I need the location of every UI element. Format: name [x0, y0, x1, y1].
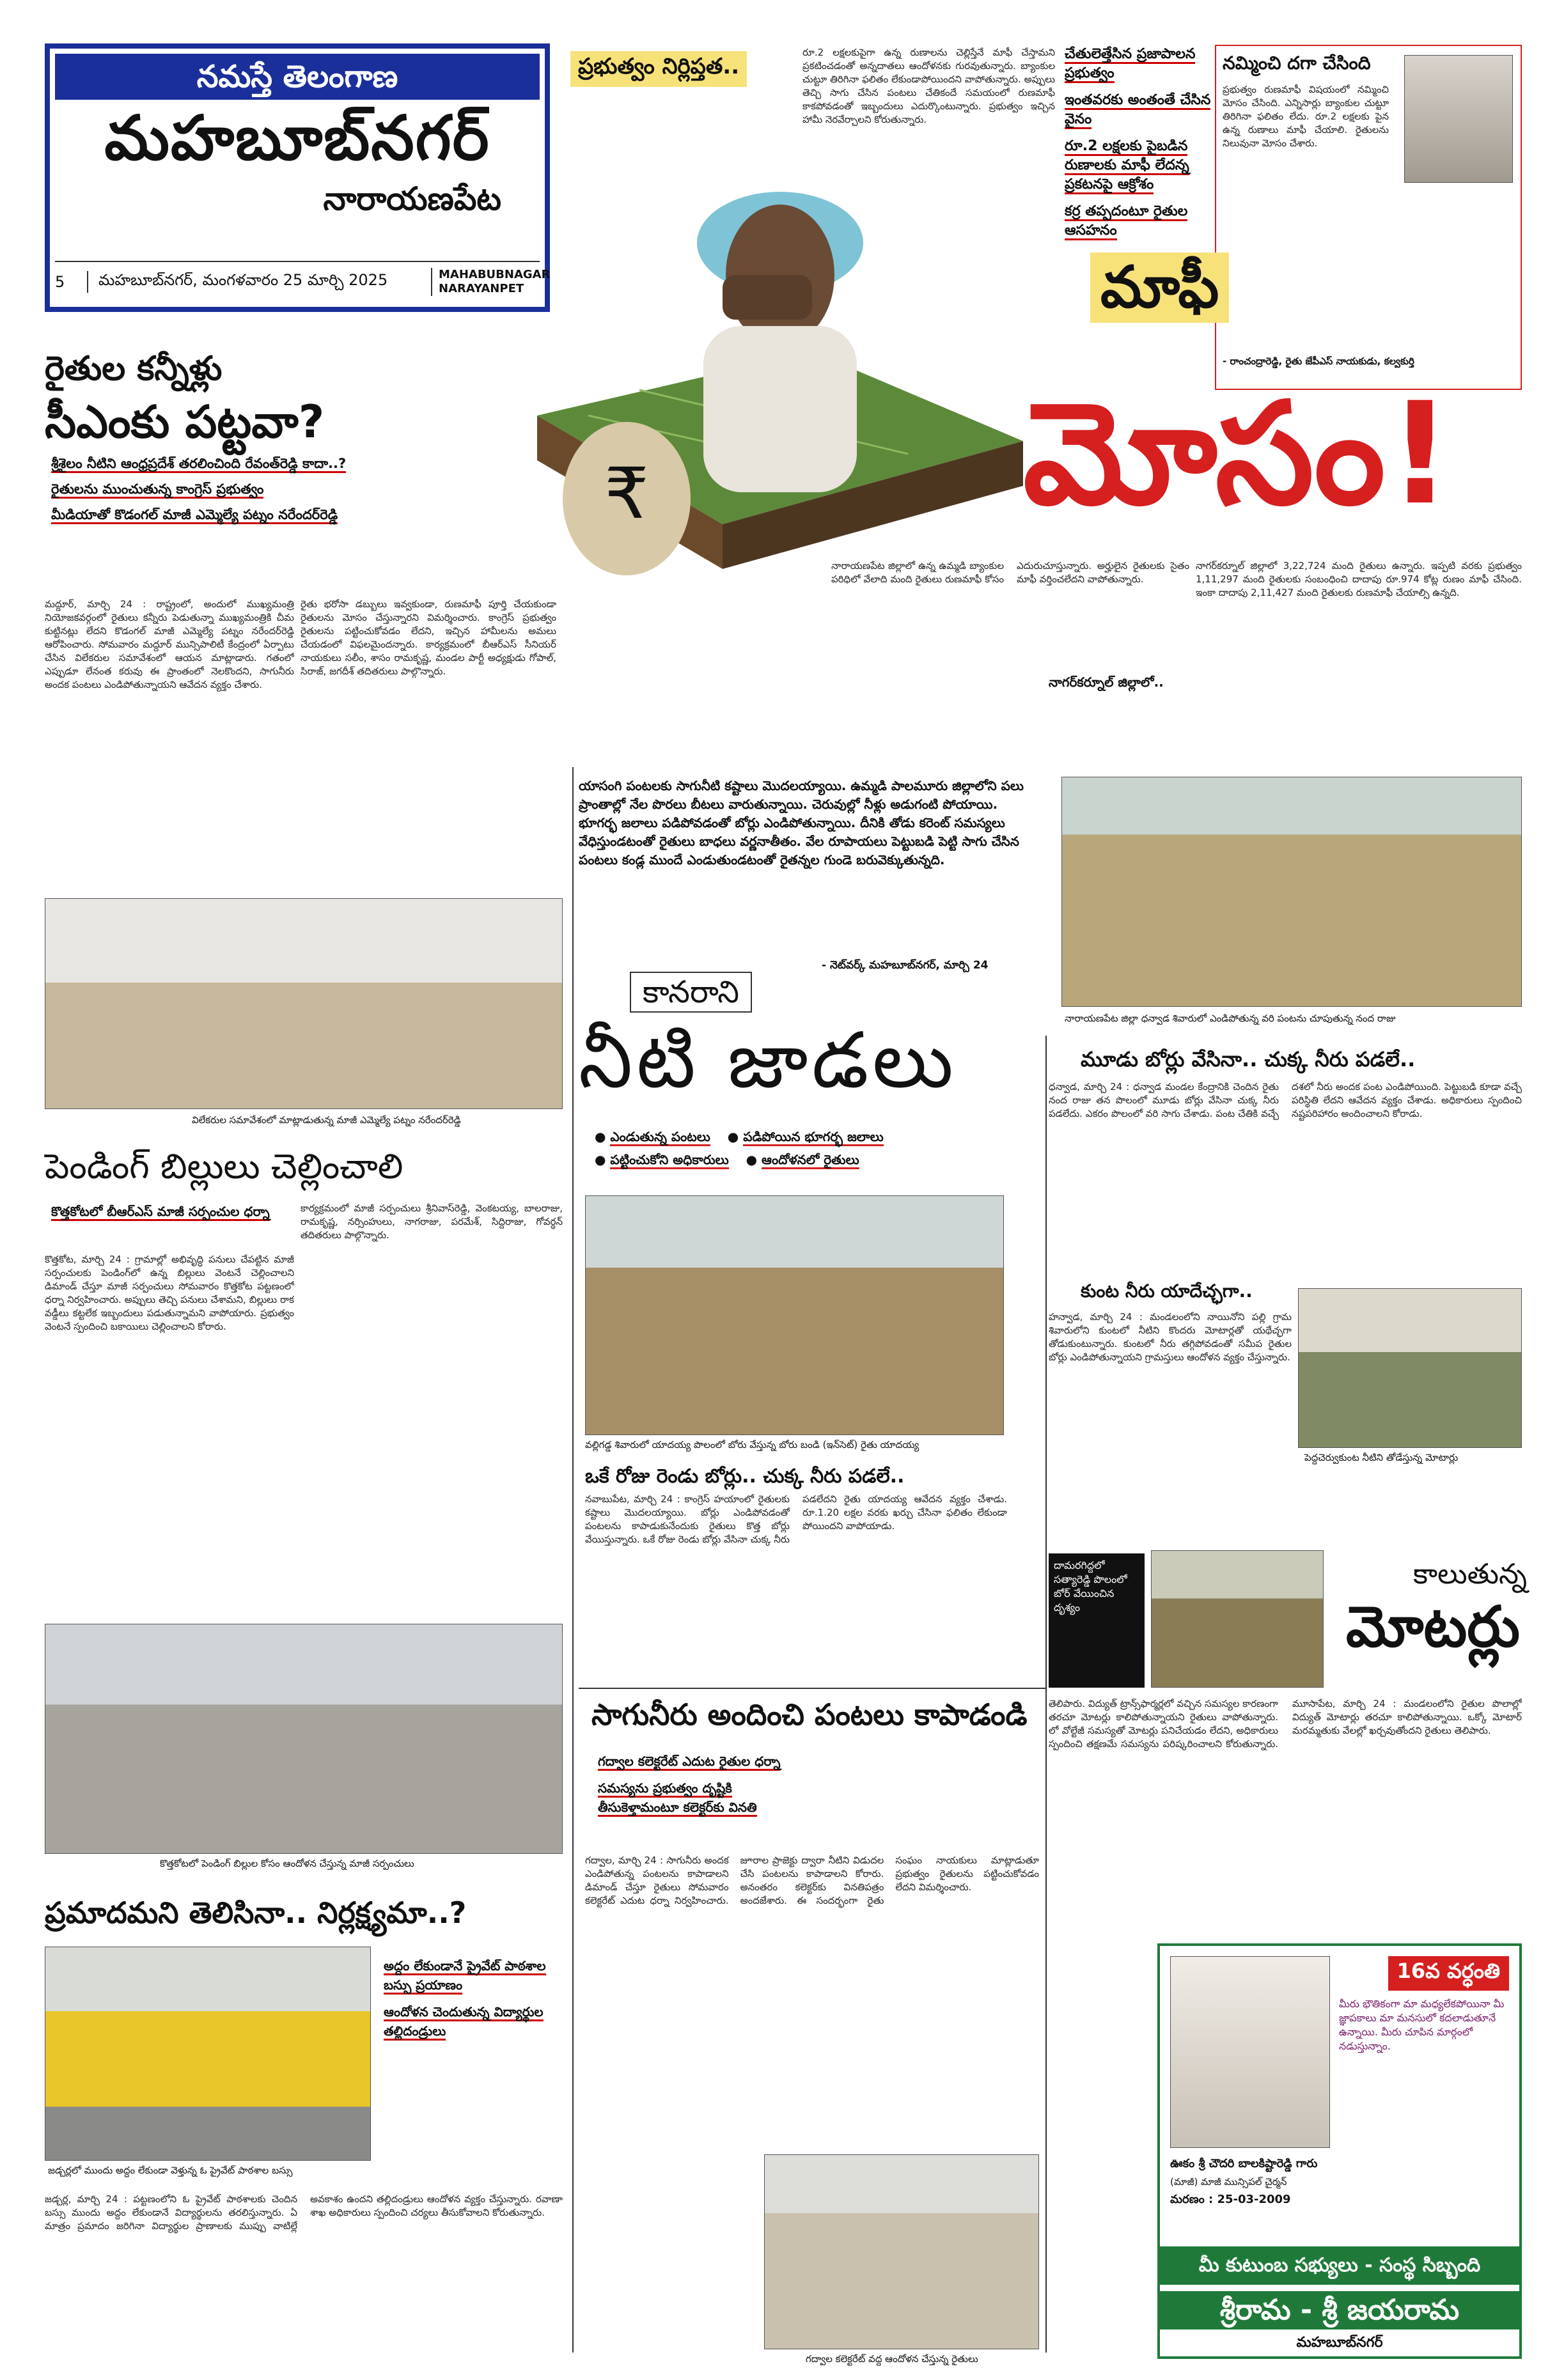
- collector-photo: [764, 2154, 1039, 2349]
- yasangi-photo: [1061, 777, 1522, 1007]
- edition-title: మహబూబ్‌నగర్: [104, 102, 490, 174]
- brand-bar: నమస్తే తెలంగాణ: [55, 54, 540, 100]
- collector-photo-caption: గద్వాల కలెక్టరేట్ వద్ద ఆందోళన చేస్తున్న రైతులు: [806, 2353, 978, 2365]
- collector-body: గద్వాల, మార్చి 24 : సాగునీరు అందక ఎండిపోతున్న పంటలను కాపాడాలని డిమాండ్ చేస్తూ రైతులు సోమవారం కలెక్టరేట్ ఎదుట ధర్నా నిర్వహించారు. జూరాల ప్రాజెక్టు ద్వారా నీటిని విడుదల చేసి పంటలను కాపాడాలని కోరారు. అనంతరం కలెక్టర్‌కు వినతిపత్రం అందజేశారు. ఈ సందర్భంగా రైతు సంఘం నాయకులు మాట్లాడుతూ ప్రభుత్వం రైతులను పట్టించుకోవడం లేదని విమర్శించారు.: [585, 1855, 1039, 1906]
- water-bullet: ● పట్టించుకోని అధికారులు: [595, 1152, 729, 1167]
- quote-title: నమ్మించి దగా చేసింది: [1223, 52, 1371, 74]
- lead-bullet: కర్ర తప్పదంటూ రైతుల ఆసహనం: [1065, 202, 1212, 240]
- quote-box: [1215, 45, 1522, 390]
- sub-edition: నారాయణపేట: [323, 180, 501, 217]
- water-bullet: ● ఆందోళనలో రైతులు: [746, 1152, 859, 1169]
- dateline-bar: [55, 261, 551, 302]
- water-sub-headline: ఒకే రోజు రెండు బోర్లు.. చుక్క నీరు పడలే..: [585, 1465, 905, 1488]
- advert-brand: శ్రీరామ - శ్రీ జయరామ: [1160, 2291, 1519, 2329]
- lead-subhead-body: నాగర్‌కర్నూల్ జిల్లాలో 3,22,724 మంది రైతులు ఉన్నారు. ఇప్పటి వరకు ప్రభుత్వం 1,11,297 మంది రైతులకు సంబంధించి దాదాపు రూ.974 కోట్ల రుణం మాఫీ చేసింది. ఇంకా దాదాపు 2,11,427 మంది రైతులకు రుణమాఫీ చేయాల్సి ఉన్నది.: [1196, 560, 1522, 598]
- lead-bullet: రూ.2 లక్షలకు పైబడిన రుణాలకు మాఫీ లేదన్న ప్రకటనపై ఆక్రోశం: [1065, 137, 1212, 194]
- bores-boxed-caption: దామరగిద్దలో సత్యారెడ్డి పొలంలో బోర్ వేయించిన దృశ్యం: [1049, 1553, 1145, 1688]
- yasangi-dateline: - నెట్‌వర్క్ మహబూబ్‌నగర్, మార్చి 24: [822, 959, 989, 972]
- collector-bullets: [598, 1752, 809, 1817]
- bills-headline: పెండింగ్ బిల్లులు చెల్లించాలి: [45, 1146, 403, 1186]
- dateline: మహబూబ్‌నగర్, మంగళవారం 25 మార్చి 2025: [87, 271, 431, 293]
- water-bullet: ● పడిపోయిన భూగర్భ జలాలు: [728, 1129, 884, 1146]
- advert-name: ఊకం శ్రీ చౌదరి బాలకిష్టారెడ్డి గారు: [1170, 2157, 1318, 2170]
- yasangi-intro: యాసంగి పంటలకు సాగునీటి కష్టాలు మొదలయ్యాయి. ఉమ్మడి పాలమూరు జిల్లాలోని పలు ప్రాంతాల్లో నేల పొరలు బీటలు వారుతున్నాయి. చెరువుల్లో నీళ్లు అడుగంటి పోయాయి. భూగర్భ జలాలు పడిపోవడంతో బోర్లు ఎండిపోతున్నాయి. దీనికి తోడు కరెంట్ సమస్యలు వేధిస్తుండటంతో రైతులు బాధలు వర్ణనాతీతం. వేల రూపాయలు పెట్టుబడి పెట్టి సాగు చేసిన పంటలు కండ్ల ముందే ఎండుతుండటంతో రైతన్నల గుండె బరువెక్కుతున్నది.: [579, 778, 1024, 867]
- lead-subhead: నాగర్‌కర్నూల్ జిల్లాలో..: [1049, 674, 1164, 690]
- motors-kicker: కాలుతున్న: [1413, 1558, 1527, 1591]
- advert-family: మీ కుటుంబ సభ్యులు - సంస్థ సిబ్బంది: [1160, 2246, 1519, 2285]
- memorial-advert: [1157, 1943, 1522, 2359]
- collector-headline: సాగునీరు అందించి పంటలు కాపాడండి: [591, 1697, 1028, 1732]
- bores-photo-caption: పెద్దచెర్వుకుంట నీటిని తోడేస్తున్న మోటార్లు: [1304, 1452, 1459, 1463]
- masthead: [45, 43, 550, 312]
- quote-portrait: [1404, 55, 1513, 183]
- water-headline: నీటి జాడలు: [579, 1016, 957, 1105]
- cm-body-2: రైతు భరోసా డబ్బులు ఇవ్వకుండా, రుణమాఫీ పూర్తి చేయకుండా రైతులను మోసం చేస్తున్నారని విమర్శించారు. కాంగ్రెస్ ప్రభుత్వం రైతులను పట్టించుకోవడం లేదని, ఇచ్చిన హామీలను అమలు చేయడంలో విఫలమైందన్నారు. కార్యక్రమంలో బీఆర్ఎస్ సీనియర్ నాయకులు సలీం, శాసం రామకృష్ణ, మండల పార్టీ అధ్యక్షుడు గోపాల్, సిరాజ్, జగదీశ్ తదితరులు పాల్గొన్నారు.: [301, 598, 556, 677]
- lead-side-bullets: [1065, 45, 1212, 248]
- bus-body: జడ్చర్ల, మార్చి 24 : పట్టణంలోని ఓ ప్రైవేట్ పాఠశాలకు చెందిన బస్సు ముందు అద్దం లేకుండానే విద్యార్థులను తరలిస్తున్నారు. ఏ మాత్రం ప్రమాదం జరిగినా విద్యార్థుల ప్రాణాలకు ముప్పు వాటిల్లే అవకాశం ఉందని తల్లిదండ్రులు ఆందోళన వ్యక్తం చేస్తున్నారు. రవాణా శాఖ అధికారులు స్పందించి చర్యలు తీసుకోవాలని కోరుతున్నారు.: [45, 2193, 563, 2232]
- edition-en: MAHABUBNAGAR NARAYANPET: [431, 268, 540, 296]
- cm-photo: [45, 898, 563, 1109]
- bills-photo-caption: కొత్తకోటలో పెండింగ్ బిల్లుల కోసం ఆందోళన చేస్తున్న మాజీ సర్పంచులు: [160, 1858, 414, 1869]
- lead-bullet: ఇంతవరకు అంతంతే చేసిన వైనం: [1065, 91, 1212, 129]
- column-rule: [572, 767, 574, 2353]
- advert-role: (మాజీ) మాజీ మున్సిపల్ చైర్మన్: [1170, 2176, 1287, 2188]
- lead-body-bottom: నారాయణపేట జిల్లాలో ఉన్న ఉమ్మడి బ్యాంకుల పరిధిలో వేలాది మంది రైతులు రుణమాఫీ కోసం ఎదురుచూస్తున్నారు. అర్హులైన రైతులకు సైతం మాఫీ వర్తించలేదని వాపోతున్నారు.: [831, 560, 1189, 585]
- bus-photo-caption: జడ్చర్లలో ముందు అద్దం లేకుండా వెళ్తున్న ఓ ప్రైవేట్ పాఠశాల బస్సు: [48, 2165, 293, 2176]
- cm-headline-1: రైతుల కన్నీళ్లు: [45, 350, 223, 388]
- collector-bullet: సమస్యను ప్రభుత్వం దృష్టికి తీసుకెళ్తామంటూ కలెక్టర్‌కు వినతి: [598, 1778, 809, 1817]
- lead-bullet: చేతులెత్తేసిన ప్రజాపాలన ప్రభుత్వం: [1065, 45, 1212, 83]
- yasangi-photo-caption: నారాయణపేట జిల్లా ధన్వాడ శివారులో ఎండిపోతున్న వరి పంటను చూపుతున్న నంద రాజు: [1065, 1013, 1396, 1024]
- bus-photo: [45, 1947, 371, 2161]
- bores-sub-body: హన్వాడ, మార్చి 24 : మండలంలోని నాయినోని పల్లి గ్రామ శివారులోని కుంటలో నీటిని కొందరు మోటార్లతో యథేచ్ఛగా తోడుకుంటున్నారు. కుంటలో నీరు తగ్గిపోవడంతో సమీప రైతుల బోర్లు ఎండిపోతున్నాయని గ్రామస్తులు ఆందోళన వ్యక్తం చేస్తున్నారు.: [1049, 1311, 1292, 1363]
- bills-bullets: [51, 1202, 294, 1221]
- bus-bullets: [384, 1956, 563, 2041]
- cm-bullets: [51, 454, 409, 531]
- bores-sub-headline: కుంట నీరు యాదేచ్ఛగా..: [1081, 1280, 1253, 1302]
- cm-bullet: రైతులను ముంచుతున్న కాంగ్రెస్ ప్రభుత్వం: [51, 479, 409, 499]
- cm-photo-caption: విలేకరుల సమావేశంలో మాట్లాడుతున్న మాజీ ఎమ్మెల్యే పట్నం నరేందర్‌రెడ్డి: [192, 1114, 461, 1126]
- column-rule: [1045, 1036, 1047, 2353]
- bills-body: కొత్తకోట, మార్చి 24 : గ్రామాల్లో అభివృద్ధి పనులు చేపట్టిన మాజీ సర్పంచులకు పెండింగ్‌లో ఉన్న బిల్లులు వెంటనే చెల్లించాలని డిమాండ్ చేస్తూ మాజీ సర్పంచులు సోమవారం కొత్తకోట పట్టణంలో ధర్నా నిర్వహించారు. అప్పులు తెచ్చి పనులు చేశామని, బిల్లులు రాక వడ్డీలు కట్టలేక ఇబ్బందులు పడుతున్నామని వాపోయారు. ప్రభుత్వం వెంటనే స్పందించి బకాయిలు చెల్లించాలని కోరారు.: [45, 1254, 294, 1332]
- quote-attribution: - రాంచంద్రారెడ్డి, రైతు జేపీఎస్ నాయకుడు, కల్వకుర్తి: [1223, 355, 1414, 367]
- bus-headline: ప్రమాదమని తెలిసినా.. నిర్లక్ష్యమా..?: [45, 1895, 467, 1930]
- cm-headline-2: సీఎంకు పట్టవా?: [45, 396, 325, 448]
- bills-bullet: కొత్తకోటలో బీఆర్ఎస్ మాజీ సర్పంచుల ధర్నా: [51, 1202, 294, 1221]
- cm-bullet: మీడియాతో కొడంగల్ మాజీ ఎమ్మెల్యే పట్నం నరేందర్‌రెడ్డి: [51, 505, 409, 524]
- water-sub-body: నవాబుపేట, మార్చి 24 : కాంగ్రెస్ హయాంలో రైతులకు కష్టాలు మొదలయ్యాయి. బోర్లు ఎండిపోవడంతో పంటలను కాపాడుకునేందుకు రైతులు కొత్త బోర్లు వేయిస్తున్నారు. ఒకే రోజు రెండు బోర్లు వేసినా చుక్క నీరు పడలేదని రైతు యాదయ్య ఆవేదన వ్యక్తం చేశాడు. రూ.1.20 లక్షల వరకు ఖర్చు చేసినా ఫలితం లేకుండా పోయిందని వాపోయాడు.: [585, 1493, 1007, 1545]
- advert-portrait: [1170, 1956, 1330, 2148]
- bores-photo-2: [1151, 1550, 1324, 1688]
- lead-body-top: రూ.2 లక్షలకుపైగా ఉన్న రుణాలను చెల్లిస్తేనే మాఫీ చేస్తామని ప్రకటించడంతో అన్నదాతలు ఆందోళనకు గురవుతున్నారు. బ్యాంకుల చుట్టూ తిరిగినా ఫలితం లేకుండాపోయిందని వాపోతున్నారు. అప్పులు తెచ్చి సాగు చేసిన పంటలు చేతికందే సమయంలో రుణమాఫీ కాకపోవడంతో ఇబ్బందులు ఎదుర్కొంటున్నారు. ప్రభుత్వం ఇచ్చిన హామీ నెరవేర్చాలని కోరుతున్నారు.: [802, 47, 1055, 125]
- lead-kicker: ప్రభుత్వం నిర్లిప్తత..: [570, 51, 747, 87]
- bores-headline: మూడు బోర్లు వేసినా.. చుక్క నీరు పడలే..: [1081, 1047, 1416, 1071]
- water-bullet: ● ఎండుతున్న పంటలు: [595, 1129, 710, 1144]
- page-number: 5: [55, 273, 65, 291]
- rupee-icon: ₹: [604, 453, 649, 534]
- advert-verse: మీరు భౌతికంగా మా మధ్యలేకపోయినా మీ జ్ఞాపకాలు మా మనసులో కదలాడుతూనే ఉన్నాయి. మీరు చూపిన మార్గంలో నడుస్తున్నాం.: [1339, 1998, 1505, 2052]
- lead-headline-small: మాఫీ: [1090, 253, 1229, 323]
- water-kicker: కానరాని: [630, 972, 752, 1013]
- cm-body: మద్దూర్, మార్చి 24 : రాష్ట్రంలో, అందులో ముఖ్యమంత్రి నియోజకవర్గంలో రైతులు కన్నీరు పెడుతున్నా ముఖ్యమంత్రికి చీమ కుట్టినట్లు లేదని కొడంగల్ మాజీ ఎమ్మెల్యే పట్నం నరేందర్‌రెడ్డి ఆరోపించారు. సోమవారం మద్దూర్ మున్సిపాలిటీ కేంద్రంలో ఏర్పాటు చేసిన విలేకరుల సమావేశంలో ఆయన మాట్లాడారు. గతంలో ఎప్పుడూ లేనంత కరువు ఈ ప్రాంతంలో నెలకొందని, సాగునీరు అందక పంటలు ఎండిపోతున్నాయని ఆవేదన వ్యక్తం చేశారు.: [45, 598, 294, 690]
- motors-body: తెలిపారు. విద్యుత్ ట్రాన్స్‌ఫార్మర్లలో వచ్చిన సమస్యల కారణంగా తరచూ మోటర్లు కాలిపోతున్నాయని రైతులు వాపోతున్నారు. లో వోల్టేజీ సమస్యతో మోటర్లు పనిచేయడం లేదని, అధికారులు స్పందించి తక్షణమే సమస్యను పరిష్కరించాలని కోరుతున్నారు. మూసాపేట, మార్చి 24 : మండలంలోని రైతుల పొలాల్లో విద్యుత్ మోటార్లు తరచూ కాలిపోతున్నాయి. ఒక్కో మోటార్ మరమ్మతుకు వేలల్లో ఖర్చవుతోందని రైతులు తెలిపారు.: [1049, 1698, 1522, 1750]
- bus-bullet: అద్దం లేకుండానే ప్రైవేట్ పాఠశాల బస్సు ప్రయాణం: [384, 1956, 563, 1995]
- water-bullets: [595, 1125, 1042, 1171]
- bills-photo: [45, 1624, 563, 1854]
- quote-body: ప్రభుత్వం రుణమాఫీ విషయంలో నమ్మించి మోసం చేసింది. ఎన్నిసార్లు బ్యాంకుల చుట్టూ తిరిగినా ఫలితం లేదు. రూ.2 లక్షలకు పైన ఉన్న రుణాలు మాఫీ చేయాలి. రైతులను నిలువునా మోసం చేశారు.: [1223, 84, 1389, 149]
- advert-badge: 16వ వర్ధంతి: [1388, 1956, 1509, 1991]
- section-rule: [579, 1688, 1045, 1689]
- bores-photo: [1298, 1288, 1522, 1448]
- collector-bullet: గద్వాల కలెక్టరేట్ ఎదుట రైతుల ధర్నా: [598, 1752, 809, 1771]
- bills-body-2: కార్యక్రమంలో మాజీ సర్పంచులు శ్రీనివాస్‌రెడ్డి, వెంకటయ్య, బాలరాజు, రామకృష్ణ, నర్సింహులు, నాగరాజు, పరమేశ్, సిద్దిరాజు, గోవర్ధన్ తదితరులు పాల్గొన్నారు.: [301, 1202, 563, 1241]
- motors-headline: మోటర్లు: [1346, 1594, 1520, 1660]
- water-photo-caption: వల్లిగడ్డ శివారులో యాదయ్య పొలంలో బోరు వేస్తున్న బోరు బండి (ఇన్‌సెట్) రైతు యాదయ్య: [585, 1439, 919, 1451]
- advert-place: మహబూబ్‌నగర్: [1296, 2335, 1383, 2351]
- water-photo: [585, 1195, 1004, 1435]
- lead-headline-big: మోసం!: [1023, 372, 1455, 536]
- bus-bullet: ఆందోళన చెందుతున్న విద్యార్థుల తల్లిదండ్రులు: [384, 2002, 563, 2041]
- bores-body: ధన్వాడ, మార్చి 24 : ధన్వాడ మండల కేంద్రానికి చెందిన రైతు నంద రాజు తన పొలంలో మూడు బోర్లు వేసినా చుక్క నీరు పడలేదు. ఎకరం పొలంలో వరి సాగు చేశాడు. పంట చేతికి వచ్చే దశలో నీరు అందక పంట ఎండిపోయింది. పెట్టుబడి కూడా వచ్చే పరిస్థితి లేదని ఆవేదన వ్యక్తం చేశాడు. అధికారులు స్పందించి నష్టపరిహారం అందించాలని కోరాడు.: [1049, 1081, 1522, 1119]
- cm-bullet: శ్రీశైలం నీటిని ఆంధ్రప్రదేశ్ తరలించింది రేవంత్‌రెడ్డి కాదా..?: [51, 454, 409, 473]
- advert-death: మరణం : 25-03-2009: [1170, 2193, 1291, 2206]
